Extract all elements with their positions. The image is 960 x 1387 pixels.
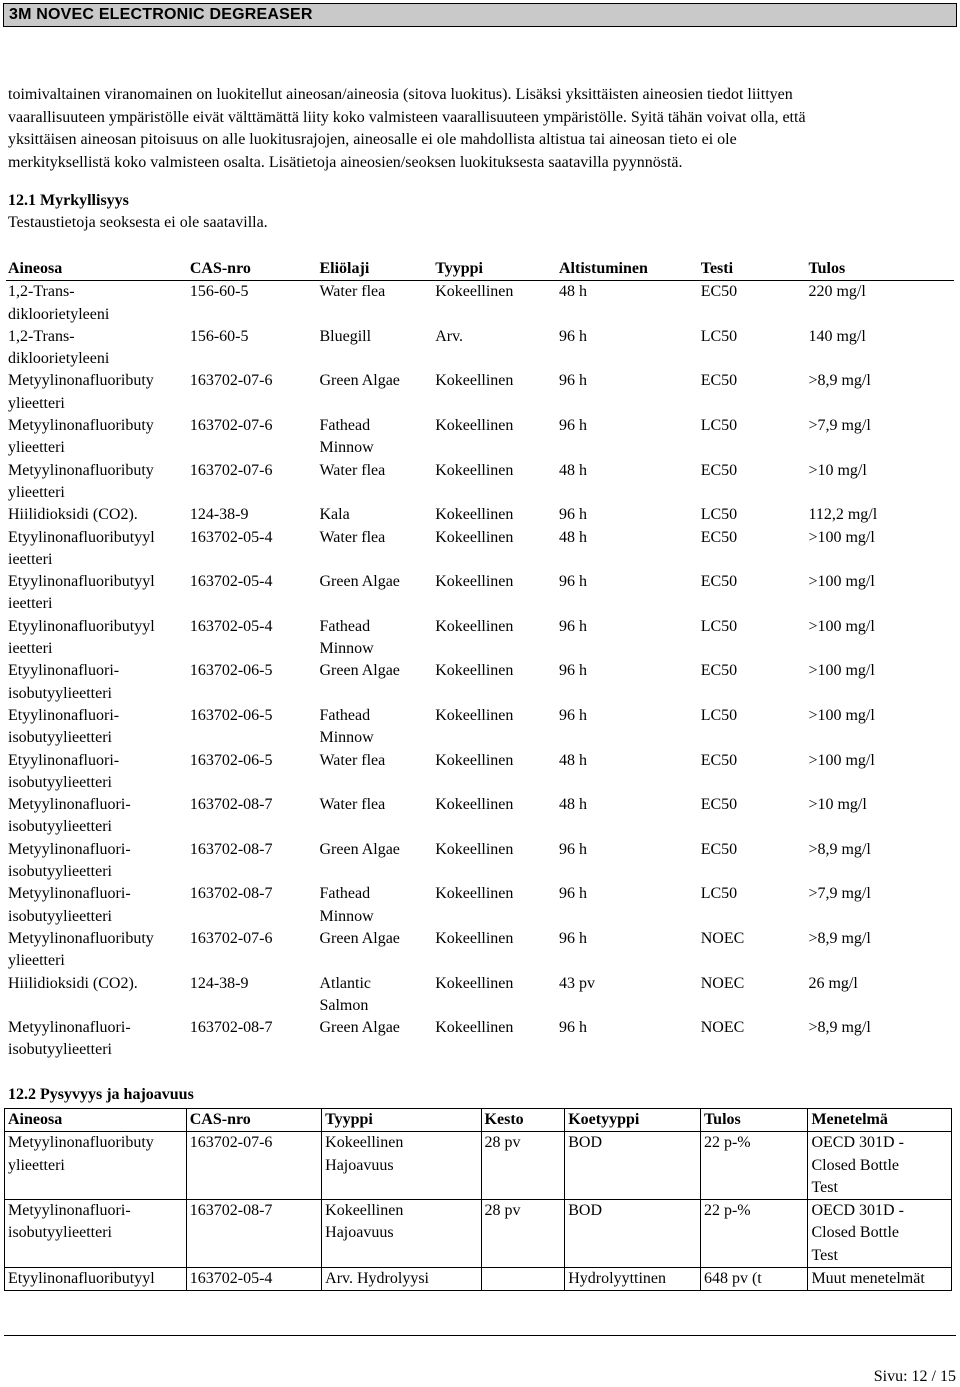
column-header: CAS-nro bbox=[190, 258, 320, 281]
table-cell: Green Algae bbox=[319, 840, 400, 858]
table-cell: Etyylinonafluoributyyl ieetteri bbox=[8, 573, 155, 613]
table-row bbox=[6, 281, 954, 326]
table-cell: Metyylinonafluoributy ylieetteri bbox=[8, 417, 154, 457]
table-cell: 163702-08-7 bbox=[189, 796, 273, 814]
table-cell: Hiilidioksidi (CO2). bbox=[8, 506, 138, 524]
table-cell: Green Algae bbox=[319, 372, 400, 390]
table-cell: 96 h bbox=[558, 662, 587, 680]
table-cell: Fathead Minnow bbox=[319, 617, 374, 658]
table-cell: Water flea bbox=[319, 461, 386, 479]
column-header: Testi bbox=[701, 258, 809, 281]
column-header: Tyyppi bbox=[322, 1109, 481, 1132]
table-cell: Metyylinonafluori- isobutyylieetteri bbox=[8, 796, 131, 836]
table-row bbox=[6, 1017, 954, 1062]
table-row bbox=[6, 616, 954, 661]
table-cell: Kokeellinen bbox=[435, 461, 514, 479]
table-cell: Metyylinonafluoributy ylieetteri bbox=[8, 461, 154, 501]
table-cell: Muut menetelmät bbox=[808, 1268, 952, 1291]
table-row bbox=[6, 973, 954, 1018]
table-cell: 124-38-9 bbox=[189, 974, 249, 992]
table-row bbox=[6, 571, 954, 616]
table-cell: 22 p-% bbox=[700, 1132, 807, 1200]
table-cell: 163702-05-4 bbox=[186, 1268, 321, 1291]
table-cell: Atlantic Salmon bbox=[319, 974, 372, 1014]
table-cell: Kokeellinen bbox=[435, 662, 514, 680]
table-cell: >7,9 mg/l bbox=[808, 885, 871, 903]
table-cell: NOEC bbox=[700, 1019, 745, 1037]
table-cell: LC50 bbox=[700, 327, 738, 345]
table-cell: LC50 bbox=[700, 706, 738, 724]
table-cell: Green Algae bbox=[319, 929, 400, 947]
table-row bbox=[6, 794, 954, 839]
table-cell: 163702-06-5 bbox=[189, 662, 273, 680]
table-cell: 163702-08-7 bbox=[189, 840, 273, 858]
table-cell: LC50 bbox=[700, 617, 738, 635]
table-cell: 96 h bbox=[558, 617, 587, 635]
table-cell: Green Algae bbox=[319, 573, 400, 591]
table-cell: Kokeellinen Hajoavuus bbox=[322, 1200, 481, 1268]
table-cell: EC50 bbox=[700, 528, 738, 546]
table-cell: Kokeellinen bbox=[435, 706, 514, 724]
table-cell: 96 h bbox=[558, 372, 587, 390]
table-cell: EC50 bbox=[700, 372, 738, 390]
table-cell: Metyylinonafluori- isobutyylieetteri bbox=[5, 1200, 187, 1268]
table-cell: Metyylinonafluoributy ylieetteri bbox=[8, 372, 154, 412]
table-cell: 156-60-5 bbox=[189, 283, 249, 301]
table-cell bbox=[481, 1268, 565, 1291]
table-cell: >7,9 mg/l bbox=[808, 417, 871, 435]
table-cell: OECD 301D - Closed Bottle Test bbox=[808, 1132, 952, 1200]
table-row bbox=[5, 1132, 952, 1200]
table-cell: >8,9 mg/l bbox=[808, 1019, 871, 1037]
column-header: Koetyyppi bbox=[565, 1109, 701, 1132]
table-cell: EC50 bbox=[700, 840, 738, 858]
table-cell: >100 mg/l bbox=[808, 662, 875, 680]
table-cell: >100 mg/l bbox=[808, 528, 875, 546]
table-header-row bbox=[6, 258, 954, 281]
table-row bbox=[6, 839, 954, 884]
table-cell: EC50 bbox=[700, 662, 738, 680]
table-row bbox=[6, 326, 954, 371]
table-row bbox=[6, 370, 954, 415]
table-cell: Etyylinonafluoributyyl ieetteri bbox=[8, 528, 155, 568]
table-cell: 163702-05-4 bbox=[189, 617, 273, 635]
degradation-heading: 12.2 Pysyvyys ja hajoavuus bbox=[8, 1086, 194, 1103]
column-header: Tulos bbox=[808, 258, 954, 281]
table-cell: 96 h bbox=[558, 929, 587, 947]
table-cell: >100 mg/l bbox=[808, 706, 875, 724]
intro-line: toimivaltainen viranomainen on luokitellut aineosan/aineosia (sitova luokitus). Lisäksi yksittäisten aineosien tiedot liittyen bbox=[8, 86, 793, 103]
table-cell: 648 pv (t bbox=[700, 1268, 807, 1291]
table-cell: Kokeellinen bbox=[435, 506, 514, 524]
table-cell: Green Algae bbox=[319, 662, 400, 680]
table-row bbox=[6, 504, 954, 526]
table-row bbox=[6, 705, 954, 750]
table-cell: 163702-06-5 bbox=[189, 706, 273, 724]
table-cell: EC50 bbox=[700, 461, 738, 479]
table-cell: 96 h bbox=[558, 506, 587, 524]
table-cell: >10 mg/l bbox=[808, 461, 867, 479]
table-cell: NOEC bbox=[700, 929, 745, 947]
table-cell: Kokeellinen bbox=[435, 974, 514, 992]
table-cell: Fathead Minnow bbox=[319, 417, 374, 457]
table-cell: 1,2-Trans- dikloorietyleeni bbox=[8, 283, 110, 323]
table-row bbox=[6, 660, 954, 705]
table-cell: 163702-05-4 bbox=[189, 528, 273, 546]
table-cell: Etyylinonafluoributyyl ieetteri bbox=[8, 617, 155, 658]
table-cell: Etyylinonafluori- isobutyylieetteri bbox=[8, 662, 120, 702]
table-cell: >100 mg/l bbox=[808, 573, 875, 591]
table-cell: 1,2-Trans- dikloorietyleeni bbox=[8, 327, 110, 368]
table-cell: EC50 bbox=[700, 283, 738, 301]
table-cell: Fathead Minnow bbox=[319, 885, 374, 925]
table-cell: 22 p-% bbox=[700, 1200, 807, 1268]
table-cell: 96 h bbox=[558, 417, 587, 435]
table-cell: >100 mg/l bbox=[808, 751, 875, 769]
table-cell: 163702-08-7 bbox=[189, 885, 273, 903]
table-cell: 48 h bbox=[558, 283, 587, 301]
table-cell: Water flea bbox=[319, 283, 386, 301]
table-cell: OECD 301D - Closed Bottle Test bbox=[808, 1200, 952, 1268]
table-cell: LC50 bbox=[700, 885, 738, 903]
column-header: Tyyppi bbox=[435, 258, 559, 281]
table-cell: 163702-07-6 bbox=[189, 929, 273, 947]
table-cell: Water flea bbox=[319, 528, 386, 546]
table-cell: LC50 bbox=[700, 417, 738, 435]
table-cell: 96 h bbox=[558, 1019, 587, 1037]
table-cell: Kokeellinen bbox=[435, 840, 514, 858]
intro-paragraph bbox=[8, 84, 952, 174]
table-cell: >100 mg/l bbox=[808, 617, 875, 635]
table-cell: 163702-08-7 bbox=[186, 1200, 321, 1268]
table-cell: Metyylinonafluori- isobutyylieetteri bbox=[8, 840, 131, 881]
table-row bbox=[6, 415, 954, 460]
table-cell: >10 mg/l bbox=[808, 796, 867, 814]
table-cell: EC50 bbox=[700, 573, 738, 591]
document-header bbox=[3, 3, 957, 27]
table-cell: 163702-06-5 bbox=[189, 751, 273, 769]
table-cell: LC50 bbox=[700, 506, 738, 524]
table-cell: Kokeellinen bbox=[435, 417, 514, 435]
table-cell: EC50 bbox=[700, 751, 738, 769]
intro-line: merkityksellistä koko valmisteen osalta. Lisätietoja aineosien/seoksen luokituksesta saatavilla pyynnöstä. bbox=[8, 153, 683, 171]
footer-divider bbox=[4, 1335, 956, 1336]
toxicity-note: Testaustietoja seoksesta ei ole saatavilla. bbox=[8, 214, 268, 231]
table-cell: Water flea bbox=[319, 796, 386, 814]
table-cell: Metyylinonafluori- isobutyylieetteri bbox=[8, 885, 131, 925]
table-cell: 163702-08-7 bbox=[189, 1019, 273, 1037]
table-cell: Hiilidioksidi (CO2). bbox=[8, 974, 138, 992]
table-cell: NOEC bbox=[700, 974, 745, 992]
table-row bbox=[6, 883, 954, 928]
column-header: Eliölaji bbox=[319, 258, 435, 281]
table-cell: BOD bbox=[565, 1132, 701, 1200]
table-cell: >8,9 mg/l bbox=[808, 372, 871, 390]
table-cell: 220 mg/l bbox=[808, 283, 866, 301]
table-cell: Etyylinonafluori- isobutyylieetteri bbox=[8, 751, 120, 791]
table-cell: 163702-07-6 bbox=[189, 372, 273, 390]
table-header-row bbox=[5, 1109, 952, 1132]
table-cell: 96 h bbox=[558, 327, 587, 345]
table-cell: Kokeellinen Hajoavuus bbox=[322, 1132, 481, 1200]
column-header: Altistuminen bbox=[559, 258, 701, 281]
table-row bbox=[6, 527, 954, 572]
table-cell: Water flea bbox=[319, 751, 386, 769]
intro-line: vaarallisuuteen ympäristölle eivät välttämättä liity koko valmisteen vaarallisuuteen ympäristölle. Syitä tähän voivat olla, että bbox=[8, 108, 806, 126]
table-cell: 43 pv bbox=[558, 974, 595, 992]
table-cell: Kokeellinen bbox=[435, 796, 514, 814]
column-header: CAS-nro bbox=[186, 1109, 321, 1132]
table-cell: Kokeellinen bbox=[435, 751, 514, 769]
table-cell: Metyylinonafluoributy ylieetteri bbox=[8, 929, 154, 970]
table-cell: Kokeellinen bbox=[435, 929, 514, 947]
table-cell: 96 h bbox=[558, 840, 587, 858]
column-header: Kesto bbox=[481, 1109, 565, 1132]
column-header: Aineosa bbox=[5, 1109, 187, 1132]
table-cell: 48 h bbox=[558, 528, 587, 546]
table-cell: Fathead Minnow bbox=[319, 706, 374, 747]
table-cell: >8,9 mg/l bbox=[808, 840, 871, 858]
table-cell: Kokeellinen bbox=[435, 1019, 514, 1037]
table-cell: Hydrolyyttinen bbox=[565, 1268, 701, 1291]
table-cell: 48 h bbox=[558, 751, 587, 769]
table-cell: 163702-07-6 bbox=[189, 417, 273, 435]
table-cell: Kokeellinen bbox=[435, 528, 514, 546]
table-cell: Kokeellinen bbox=[435, 283, 514, 301]
table-cell: Metyylinonafluoributy ylieetteri bbox=[5, 1132, 187, 1200]
intro-line: yksittäisen aineosan pitoisuus on alle luokitusrajojen, aineosalle ei ole mahdollista altistua tai aineosan tieto ei ole bbox=[8, 131, 737, 148]
table-row bbox=[6, 928, 954, 973]
column-header: Aineosa bbox=[6, 258, 190, 281]
table-cell: 156-60-5 bbox=[189, 327, 249, 345]
table-cell: Kokeellinen bbox=[435, 573, 514, 591]
table-cell: Kokeellinen bbox=[435, 617, 514, 635]
column-header: Menetelmä bbox=[808, 1109, 952, 1132]
table-cell: Kokeellinen bbox=[435, 885, 514, 903]
table-cell: Arv. Hydrolyysi bbox=[322, 1268, 481, 1291]
table-cell: Bluegill bbox=[319, 327, 372, 345]
table-cell: 96 h bbox=[558, 573, 587, 591]
table-cell: 163702-07-6 bbox=[189, 461, 273, 479]
table-cell: Green Algae bbox=[319, 1019, 400, 1037]
document-title: 3M NOVEC ELECTRONIC DEGREASER bbox=[9, 6, 313, 23]
table-row bbox=[6, 460, 954, 505]
table-cell: 163702-05-4 bbox=[189, 573, 273, 591]
table-cell: Kokeellinen bbox=[435, 372, 514, 390]
table-cell: 96 h bbox=[558, 885, 587, 903]
table-cell: Kala bbox=[319, 506, 350, 524]
toxicity-table bbox=[6, 258, 954, 1062]
page-number: Sivu: 12 / 15 bbox=[873, 1368, 956, 1385]
table-cell: 26 mg/l bbox=[808, 974, 858, 992]
table-cell: BOD bbox=[565, 1200, 701, 1268]
table-cell: 140 mg/l bbox=[808, 327, 866, 345]
degradation-table bbox=[4, 1108, 952, 1291]
table-cell: 48 h bbox=[558, 796, 587, 814]
table-cell: 163702-07-6 bbox=[186, 1132, 321, 1200]
table-row bbox=[5, 1268, 952, 1291]
table-row bbox=[5, 1200, 952, 1268]
table-cell: EC50 bbox=[700, 796, 738, 814]
toxicity-heading: 12.1 Myrkyllisyys bbox=[8, 192, 129, 209]
table-cell: Etyylinonafluori- isobutyylieetteri bbox=[8, 706, 120, 747]
table-row bbox=[6, 750, 954, 795]
table-cell: >8,9 mg/l bbox=[808, 929, 871, 947]
table-cell: 28 pv bbox=[481, 1132, 565, 1200]
table-cell: Etyylinonafluoributyyl bbox=[5, 1268, 187, 1291]
table-cell: 124-38-9 bbox=[189, 506, 249, 524]
table-cell: 28 pv bbox=[481, 1200, 565, 1268]
table-cell: Metyylinonafluori- isobutyylieetteri bbox=[8, 1019, 131, 1059]
table-cell: 112,2 mg/l bbox=[808, 506, 878, 524]
column-header: Tulos bbox=[700, 1109, 807, 1132]
table-cell: 96 h bbox=[558, 706, 587, 724]
table-cell: Arv. bbox=[435, 327, 464, 345]
table-cell: 48 h bbox=[558, 461, 587, 479]
